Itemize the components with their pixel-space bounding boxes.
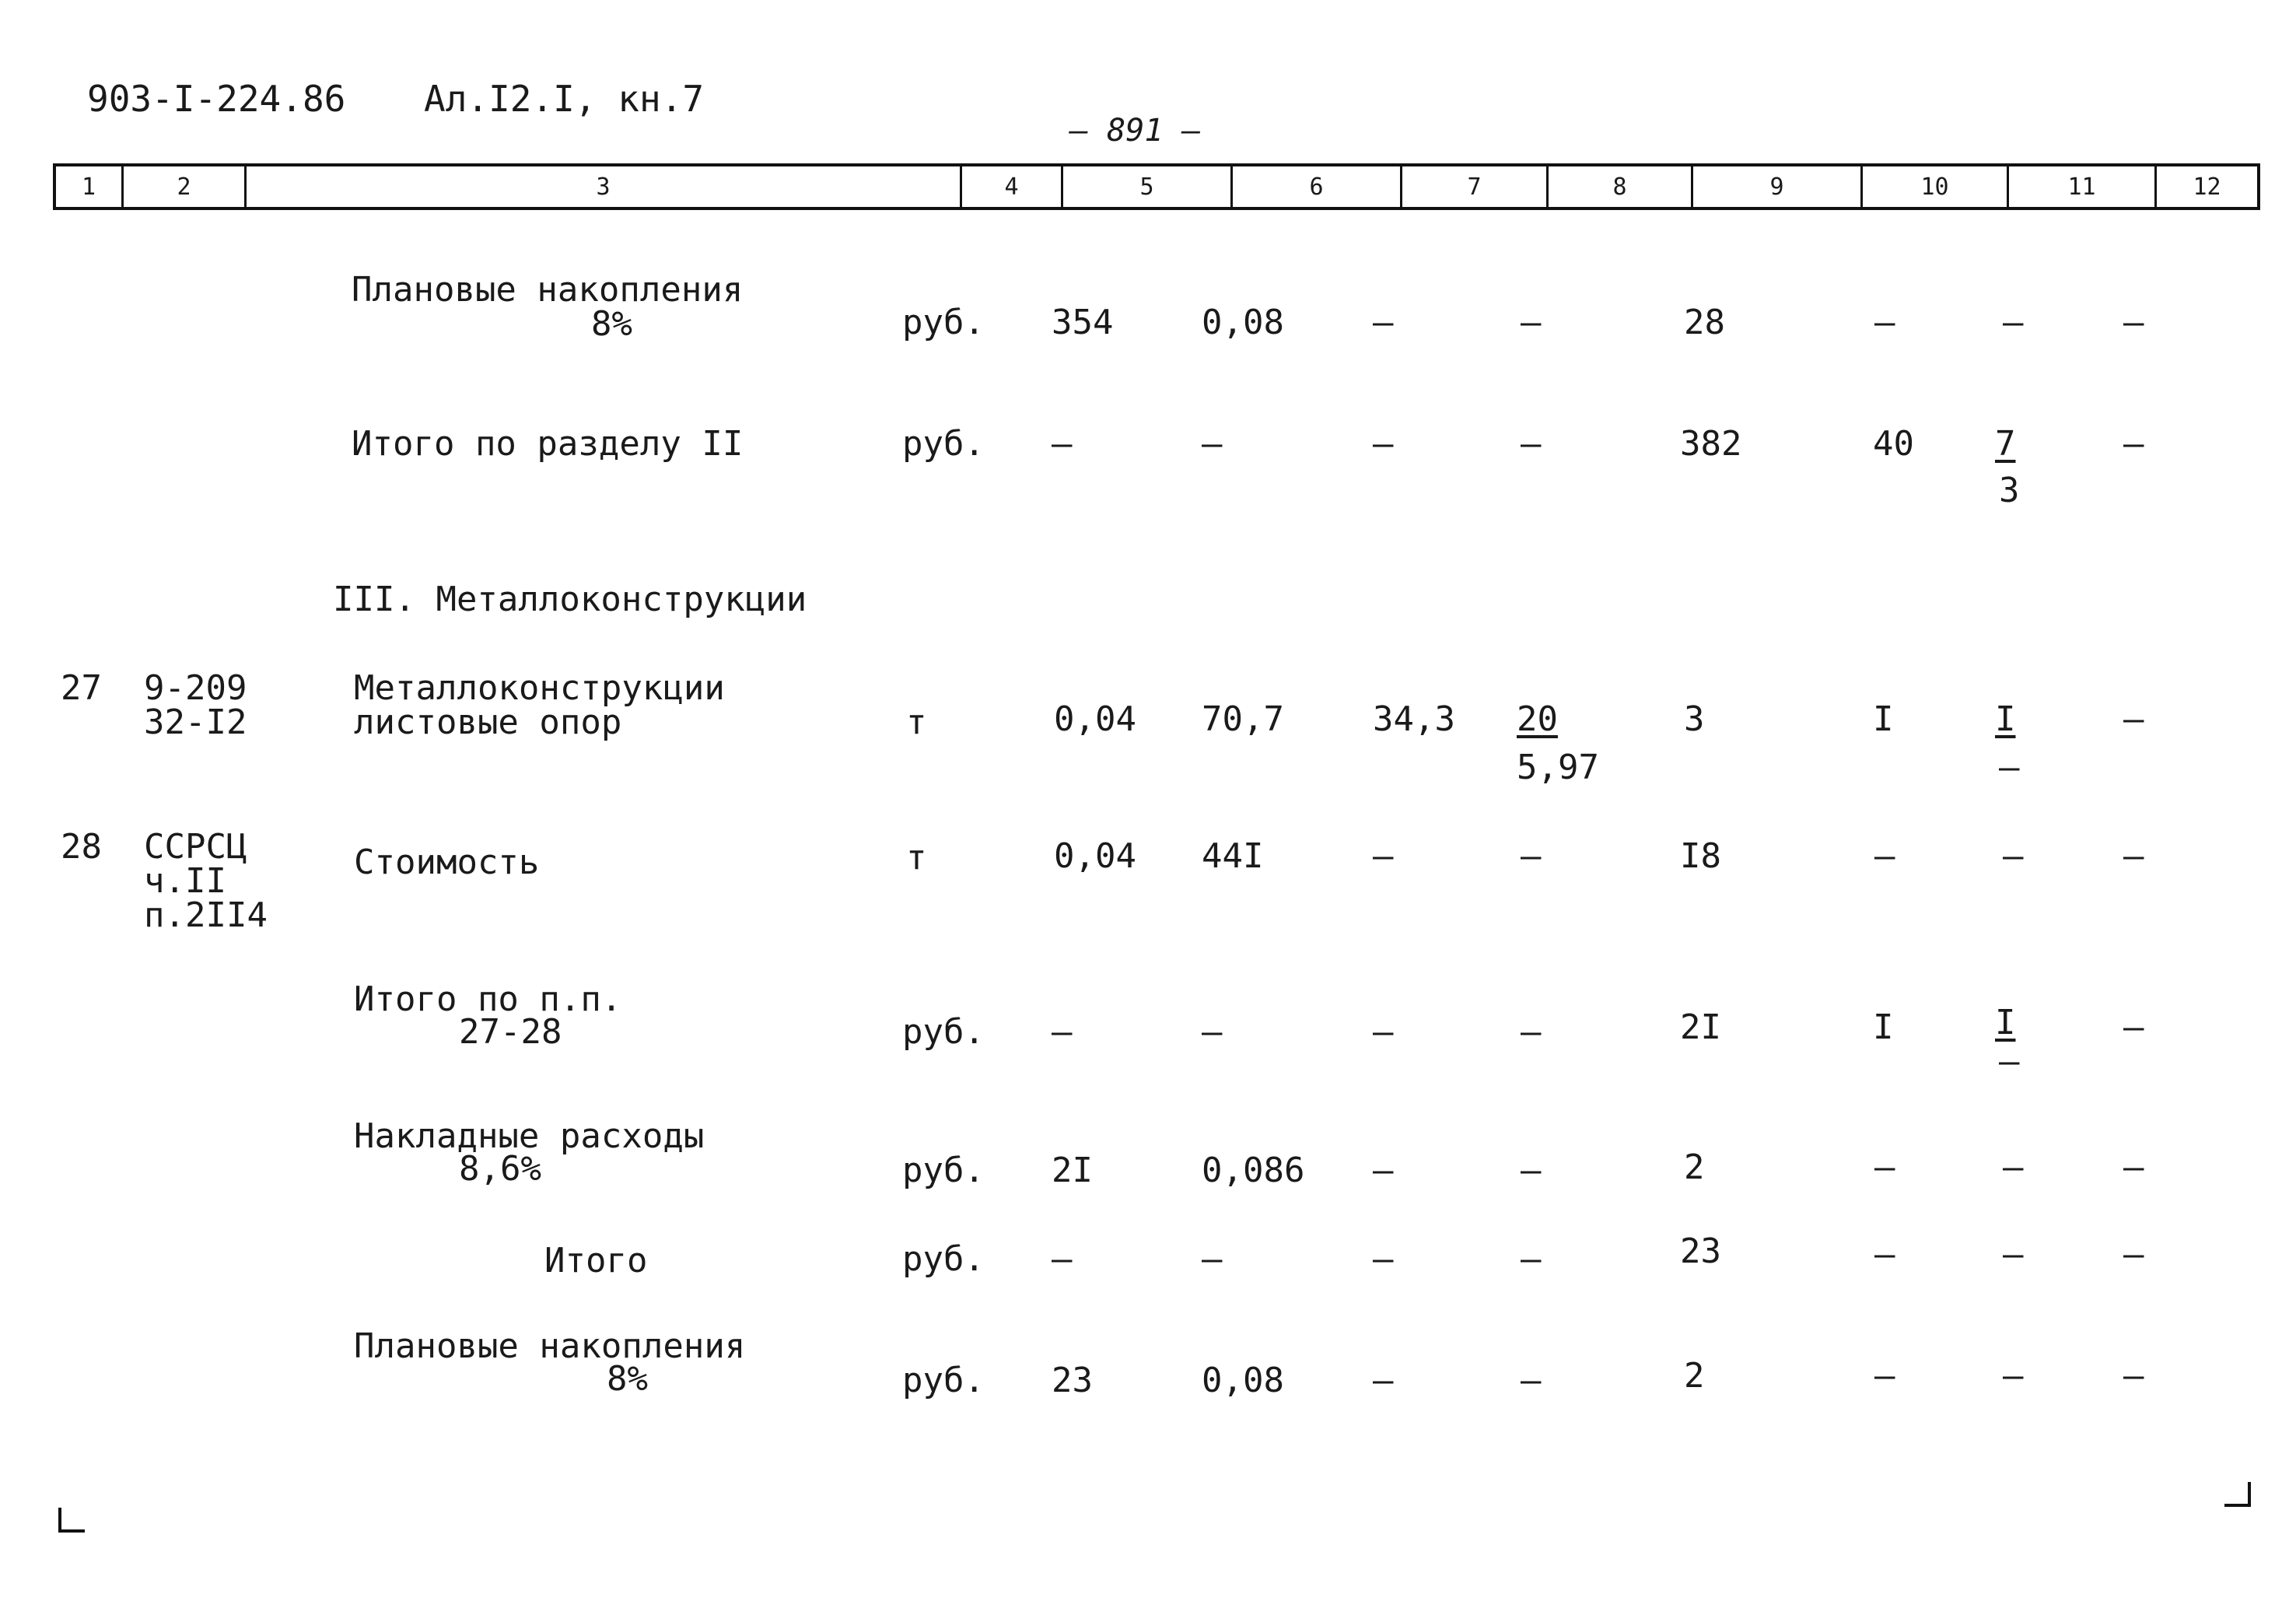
col9-cell: 2 [1684,1356,1705,1396]
col-header-10: 10 [1860,166,2007,207]
col7-cell: – [1373,1239,1394,1279]
col9-cell: 382 [1680,424,1742,464]
col7-cell: 34,3 [1373,699,1455,739]
col10-cell: I [1873,1007,1894,1047]
corner-mark-bottom-right [2224,1482,2251,1507]
reference-cell: ССРСЦ [144,827,247,867]
col12-cell: – [2123,1356,2144,1396]
col5-cell: – [1052,1012,1073,1052]
col9-cell: 28 [1684,303,1725,342]
col11-cell: – [2003,303,2024,342]
col11-numerator: I [1995,699,2016,739]
unit-cell: т [906,838,927,878]
album-reference: Ал.I2.I, кн.7 [424,78,705,120]
col7-cell: – [1373,836,1394,876]
row-label: Стоимость [354,843,540,882]
col8-numerator: 20 [1517,699,1558,739]
col5-cell: – [1052,1239,1073,1279]
col6-cell: – [1202,1012,1223,1052]
col8-cell: – [1521,424,1542,464]
unit-cell: руб. [902,1361,985,1400]
page-number: — 891 — [1069,113,1201,149]
col10-cell: I [1873,699,1894,739]
col5-cell: 354 [1052,303,1114,342]
col9-cell: 2 [1684,1147,1705,1187]
col12-cell: – [2123,1147,2144,1187]
col11-cell: – [2003,1356,2024,1396]
row-number: 27 [61,668,102,708]
col9-cell: 3 [1684,699,1705,739]
row-label-line2: листовые опор [354,702,622,742]
col8-cell: – [1521,1361,1542,1400]
col6-cell: 44I [1202,836,1264,876]
col6-cell: 0,08 [1202,1361,1284,1400]
col5-cell: 0,04 [1054,699,1136,739]
col9-cell: I8 [1680,836,1721,876]
col5-cell: 2I [1052,1151,1093,1190]
col9-cell: 23 [1680,1231,1721,1271]
col8-cell: – [1521,836,1542,876]
col12-cell: – [2123,1007,2144,1047]
col-header-4: 4 [960,166,1061,207]
col-header-1: 1 [81,173,96,201]
col7-cell: – [1373,424,1394,464]
col5-cell: 23 [1052,1361,1093,1400]
col11-numerator: 7 [1995,424,2016,464]
col-header-5: 5 [1061,166,1230,207]
unit-cell: т [906,702,927,742]
unit-cell: руб. [902,303,985,342]
col-header-11: 11 [2007,166,2154,207]
col11-numerator: I [1995,1003,2016,1042]
row-label-sub: 8% [591,304,632,344]
col5-cell: – [1052,424,1073,464]
unit-cell: руб. [902,424,985,464]
col12-cell: – [2123,303,2144,342]
reference-cell-line2: 32-I2 [144,702,247,742]
col5-cell: 0,04 [1054,836,1136,876]
col12-cell: – [2123,1235,2144,1274]
unit-cell: руб. [902,1012,985,1052]
col11-denominator: – [1999,1042,2020,1081]
reference-cell-line2: ч.II [144,861,226,901]
col8-denominator: 5,97 [1517,748,1599,787]
column-header-row [53,163,2260,210]
col8-cell: – [1521,303,1542,342]
col9-cell: 2I [1680,1007,1721,1047]
row-label-sub: 27-28 [459,1012,562,1052]
unit-cell: руб. [902,1239,985,1279]
col7-cell: – [1373,303,1394,342]
col11-cell: – [2003,836,2024,876]
col-header-12: 12 [2154,166,2257,207]
col11-denominator: – [1999,748,2020,787]
col10-cell: – [1874,1235,1895,1274]
corner-mark-bottom-left [58,1508,85,1533]
col7-cell: – [1373,1012,1394,1052]
col8-cell: – [1521,1151,1542,1190]
reference-cell-line3: п.2II4 [144,895,268,935]
col11-cell: – [2003,1147,2024,1187]
row-number: 28 [61,827,102,867]
row-label: Плановые накопления [352,270,744,310]
col11-denominator: 3 [1999,471,2020,510]
col8-cell: – [1521,1239,1542,1279]
col6-cell: 0,08 [1202,303,1284,342]
unit-cell: руб. [902,1151,985,1190]
section-heading: III. Металлоконструкции [333,580,807,619]
col7-cell: – [1373,1151,1394,1190]
col6-cell: 70,7 [1202,699,1284,739]
col-header-3: 3 [244,166,960,207]
col-header-8: 8 [1546,166,1691,207]
row-label: Металлоконструкции [354,668,725,708]
row-label-sub: 8,6% [459,1149,541,1189]
doc-code: 903-I-224.86 [87,78,346,120]
row-label: Итого по разделу II [352,424,744,464]
col-header-7: 7 [1400,166,1546,207]
col6-cell: – [1202,424,1223,464]
col10-cell: – [1874,1147,1895,1187]
col7-cell: – [1373,1361,1394,1400]
col12-cell: – [2123,424,2144,464]
row-label: Итого по п.п. [354,979,622,1019]
col6-cell: – [1202,1239,1223,1279]
col-header-9: 9 [1691,166,1860,207]
col10-cell: 40 [1873,424,1914,464]
col8-cell: – [1521,1012,1542,1052]
col10-cell: – [1874,1356,1895,1396]
row-label: Итого [544,1241,648,1280]
col6-cell: 0,086 [1202,1151,1305,1190]
row-label: Накладные расходы [354,1116,705,1156]
col10-cell: – [1874,303,1895,342]
col-header-6: 6 [1230,166,1400,207]
row-label-sub: 8% [607,1359,648,1399]
reference-cell: 9-209 [144,668,247,708]
col12-cell: – [2123,836,2144,876]
col11-cell: – [2003,1235,2024,1274]
col10-cell: – [1874,836,1895,876]
col12-cell: – [2123,699,2144,739]
row-label: Плановые накопления [354,1326,746,1366]
col-header-2: 2 [121,166,244,207]
